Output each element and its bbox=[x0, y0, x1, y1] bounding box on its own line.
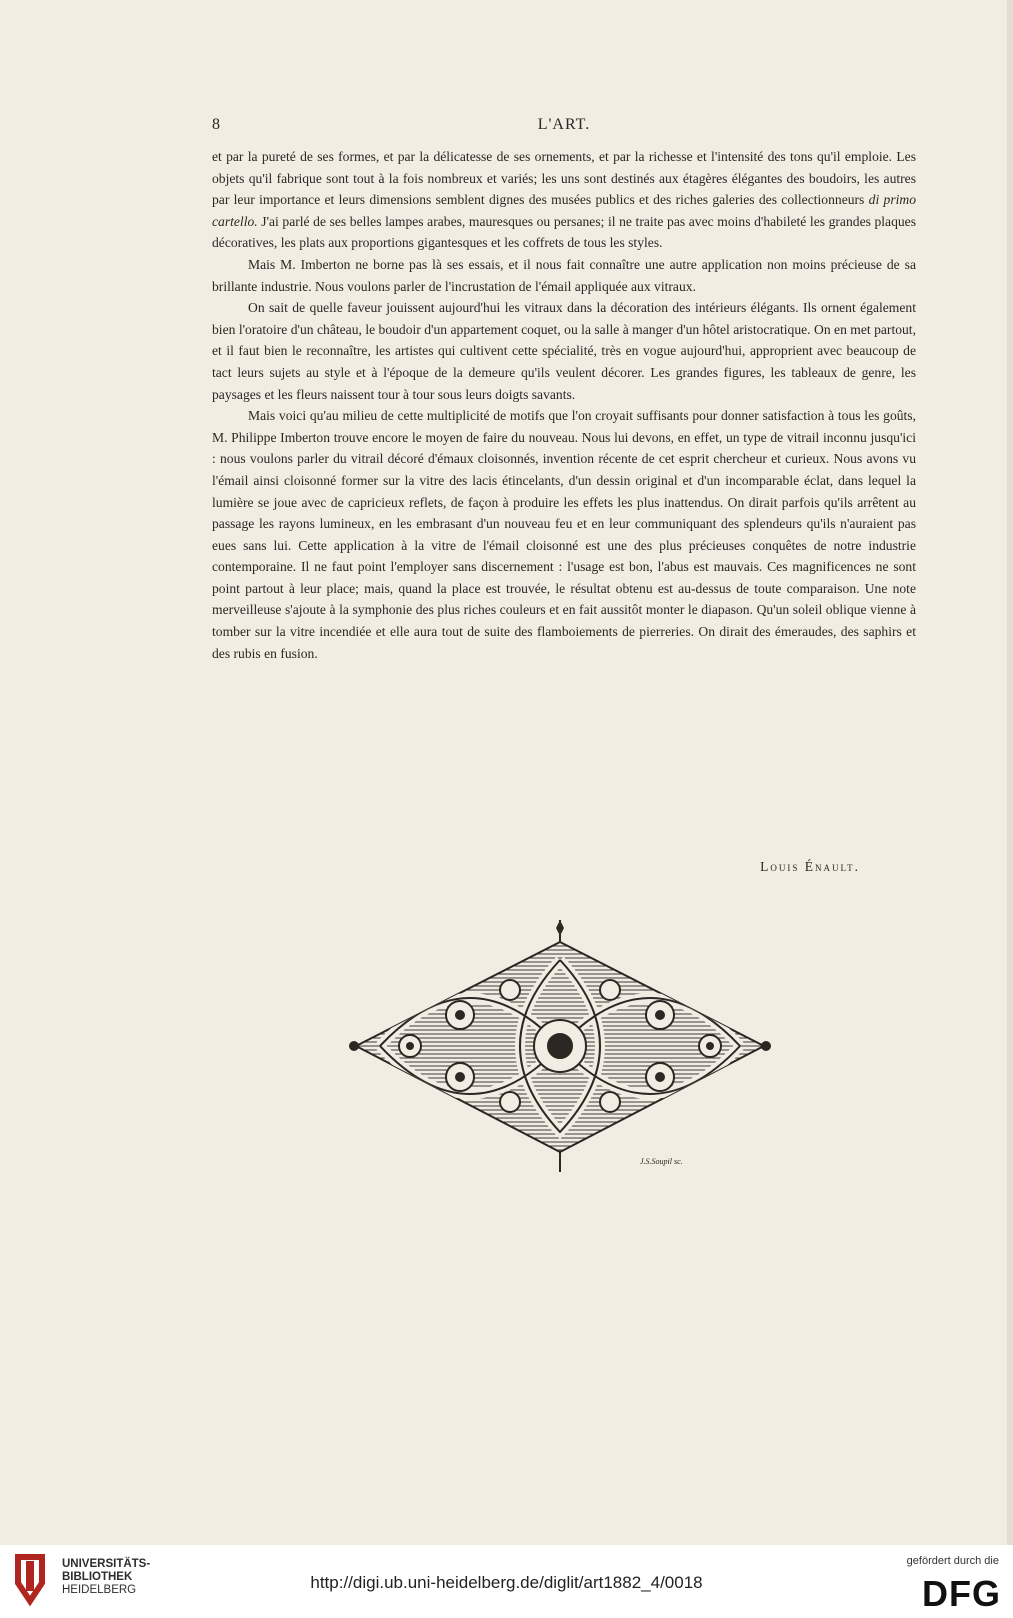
article-body bbox=[212, 146, 916, 664]
running-head bbox=[212, 116, 916, 140]
page-number: 8 bbox=[212, 116, 220, 133]
paragraph-1: et par la pureté de ses formes, et par la délicatesse de ses ornements, et par la richesse et l'intensité des tons qu'il emploie. Les objets qu'il fabrique sont tout à la fois nombreux et variés; les uns sont destinés aux étagères élégantes des boudoirs, les autres par leur importance et leurs dimensions semblent dignes des musées publics et des riches galeries des collectionneurs di primo cartello. J'ai parlé de ses belles lampes arabes, mauresques ou persanes; il ne traite pas avec moins d'habileté les grandes plaques décoratives, les plats aux proportions gigantesques et les coffrets de tous les styles. bbox=[212, 149, 917, 251]
paragraph-2: Mais M. Imberton ne borne pas là ses essais, et il nous fait connaître une autre application non moins précieuse de sa brillante industrie. Nous voulons parler de l'incrustation de l'émail appliquée aux vitraux. bbox=[212, 256, 916, 294]
author-signature: Louis Énault. bbox=[760, 859, 860, 874]
engraver-mark: J.S.Soupil sc. bbox=[640, 1157, 683, 1166]
permalink-url[interactable]: http://digi.ub.uni-heidelberg.de/diglit/art1882_4/0018 bbox=[310, 1573, 703, 1592]
funder-caption: gefördert durch die bbox=[906, 1555, 999, 1567]
footer-bar bbox=[0, 1545, 1013, 1618]
paragraph-4: Mais voici qu'au milieu de cette multiplicité de motifs que l'on croyait suffisants pour donner satisfaction à tous les goûts, M. Philippe Imberton trouve encore le moyen de faire du nouveau. Nous lui devons, en effet, un type de vitrail inconnu jusqu'ici : nous voulons parler du vitrail décoré d'émaux cloisonnés, invention récente de cet esprit chercheur et curieux. Nous avons vu l'émail ainsi cloisonné former sur la vitre des lacis étincelants, d'un dessin original et d'un incomparable éclat, dans lequel la lumière se joue avec de capricieux reflets, de façon à produire les effets les plus inattendus. On dirait parfois qu'ils arrêtent au passage les rayons lumineux, en les embrasant d'un nouveau feu et en leur communiquant des splendeurs qu'ils n'auraient pas eues sans lui. Cette application à la vitre de l'émail cloisonné est une des plus précieuses conquêtes de notre industrie contemporaine. Il ne faut point l'employer sans discernement : l'usage est bon, l'abus est mauvais. Ces magnificences ne sont point partout à leur place; mais, quand la place est trouvée, le résultat obtenu est au-dessus de toute comparaison. Une note merveilleuse s'ajoute à la symphonie des plus riches couleurs et en fait aussitôt monter le diapason. Qu'un soleil oblique vienne à tomber sur la vitre incendiée et elle aura tout de suite des flamboiements de pierreries. On dirait des émeraudes, des saphirs et des rubis en fusion. bbox=[212, 408, 916, 661]
paragraph-3: On sait de quelle faveur jouissent aujourd'hui les vitraux dans la décoration des intérieurs élégants. Ils ornent également bien l'oratoire d'un château, le boudoir d'un appartement coquet, ou la salle à manger d'un hôtel aristocratique. On en met partout, et il faut bien le reconnaître, les artistes qui cultivent cette spécialité, très en vogue aujourd'hui, approprient avec beaucoup de tact leurs sujets au style et à l'époque de la demeure qu'ils veulent décorer. Les grandes figures, les tableaux de genre, les paysages et les fleurs naissent tour à tour sous leurs doigts savants. bbox=[212, 300, 916, 402]
journal-title: L'ART. bbox=[537, 116, 591, 133]
library-name: UNIVERSITÄTS- BIBLIOTHEK HEIDELBERG bbox=[62, 1558, 151, 1596]
arabesque-ornament-icon bbox=[340, 920, 780, 1220]
dfg-logo-icon: DFG bbox=[922, 1573, 1001, 1614]
italic-phrase: di primo cartello. bbox=[212, 192, 917, 229]
